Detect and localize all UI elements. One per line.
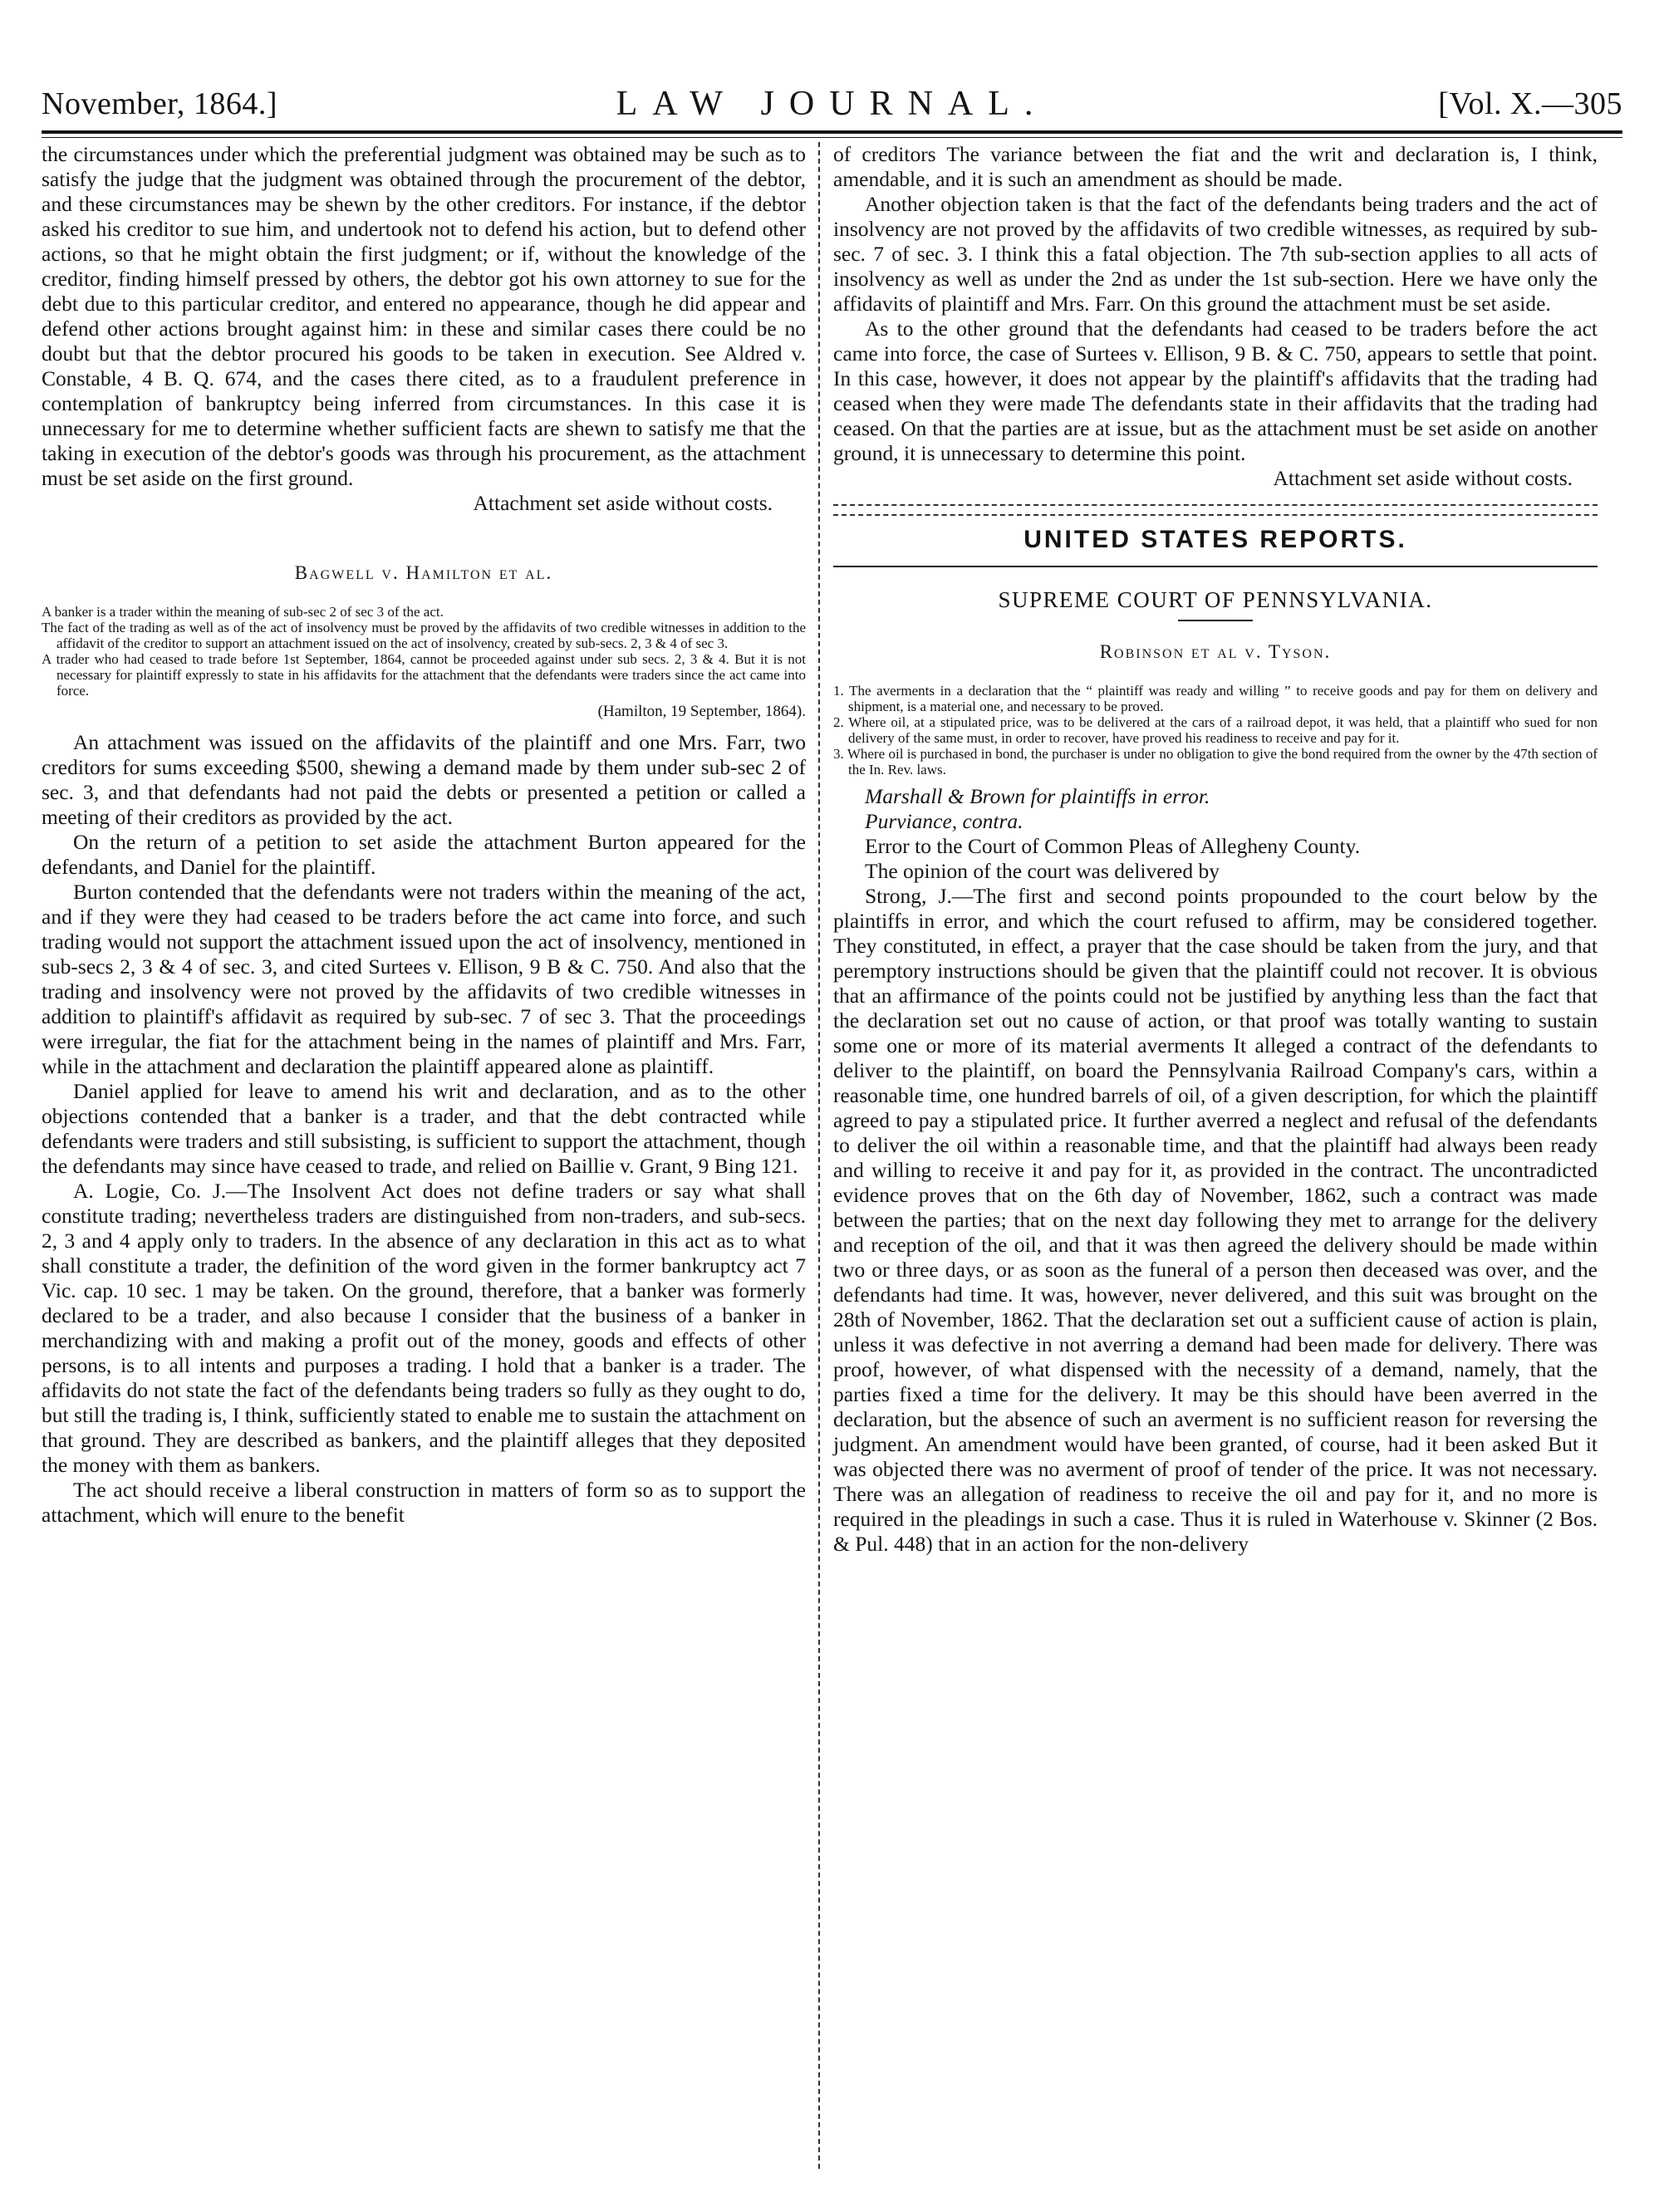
section-title: UNITED STATES REPORTS. bbox=[1023, 526, 1407, 553]
headnote: A banker is a trader within the meaning of sub-sec 2 of sec 3 of the act. bbox=[42, 604, 444, 620]
header-rule bbox=[42, 130, 1622, 138]
opinion-paragraph: Strong, J.—The first and second points propounded to the court below by the plaintiffs in error, and which the court refused to affirm, may be considered together. They constituted, in effect, a prayer that the case should be taken from the jury, and that peremptory instructions should be given that the plaintiff could not recover. It is obvious that an affirmance of the points could not be justified by anything less than the fact that the declaration set out no cause of action, or that proof was totally wanting to sustain some one or more of its material averments It alleged a contract of the defendants to deliver to the plaintiff, on board the Pennsylvania Railroad Company's cars, within a reasonable time, one hundred barrels of oil, of a given description, for which the plaintiff agreed to pay a stipulated price. It further averred a neglect and refusal of the defendants to deliver the oil within a reasonable time, and that the plaintiff had always been ready and willing to receive it and pay for it, as provided in the contract. The uncontradicted evidence proves that on the 6th day of November, 1862, such a contract was made between the parties; that on the next day following they met to arrange for the delivery and reception of the oil, and that it was then agreed the delivery should be made within two or three days, or as soon as the funeral of a person then deceased was over, and the defendants had time. It was, however, never delivered, and this suit was brought on the 28th of November, 1862. That the declaration set out a sufficient cause of action is plain, unless it was defective in not averring a demand had been made for delivery. There was proof, however, of what dispensed with the necessity of a demand, namely, that the parties fixed a time for the delivery. It may be this should have been averred in the declaration, but the absence of such an averment is no sufficient reason for reversing the judgment. An amendment would have been granted, of course, had it been asked But it was objected there was no averment of proof of tender of the price. It was not necessary. There was an allegation of readiness to receive the oil and pay for it, and no more is required in the pleadings in such a case. Thus it is ruled in Waterhouse v. Skinner (2 Bos. & Pul. 448) that in an action for the non-delivery bbox=[833, 884, 1598, 1556]
body-paragraph: An attachment was issued on the affidavits of the plaintiff and one Mrs. Farr, two creditors for sums exceeding $500, shewing a demand made by them under sub-sec 2 of sec. 3, and that defendants had not paid the debts or presented a petition or called a meeting of their creditors as provided by the act. bbox=[42, 730, 806, 829]
ruling-line: Attachment set aside without costs. bbox=[473, 491, 773, 515]
journal-title: LAW JOURNAL. bbox=[616, 85, 1048, 123]
body-paragraph: Another objection taken is that the fact of the defendants being traders and the act of insolvency are not proved by the affidavits of two credible witnesses, as required by sub-sec. 7 of sec. 3. I think this a fatal objection. The 7th sub-section applies to all acts of insolvency as well as under the 2nd as under the 1st sub-section. Here we have only the affidavits of plaintiff and Mrs. Farr. On this ground the attachment must be set aside. bbox=[833, 192, 1598, 316]
column-divider bbox=[818, 142, 820, 2169]
body-paragraph: The act should receive a liberal construction in matters of form so as to support the attachment, which will enure to the benefit bbox=[42, 1478, 806, 1527]
journal-page bbox=[42, 79, 1622, 1556]
headnote: 2. Where oil, at a stipulated price, was to be delivered at the cars of a railroad depot, it was held, that a plaintiff who sued for non delivery of the same must, in order to recover, have proved his readiness to receive and pay for it. bbox=[833, 714, 1598, 746]
procedural-line: The opinion of the court was delivered by bbox=[865, 859, 1220, 883]
body-paragraph: As to the other ground that the defendants had ceased to be traders before the act came into force, the case of Surtees v. Ellison, 9 B. & C. 750, appears to settle that point. In this case, however, it does not appear by the plaintiff's affidavits that the trading had ceased when they were made The defendants state in their affidavits that the trading had ceased. On that the parties are at issue, but as the attachment must be set aside on another ground, it is unnecessary to determine this point. bbox=[833, 316, 1598, 465]
court-title: SUPREME COURT OF PENNSYLVANIA. bbox=[998, 587, 1433, 612]
headnote: A trader who had ceased to trade before 1st September, 1864, cannot be proceeded against under sub secs. 2, 3 & 4. But it is not necessary for plaintiff expressly to state in his affidavits for the attachment that the defendants were traders since the act came into force. bbox=[42, 651, 806, 699]
left-column bbox=[42, 142, 806, 1528]
right-column bbox=[833, 142, 1598, 1557]
headnote: 1. The averments in a declaration that the “ plaintiff was ready and willing ” to receive goods and pay for them on delivery and shipment, is a material one, and necessary to be proved. bbox=[833, 683, 1598, 714]
counsel-plaintiffs: Marshall & Brown for plaintiffs in error. bbox=[865, 784, 1210, 808]
counsel-line bbox=[833, 784, 1598, 809]
body-paragraph: On the return of a petition to set aside the attachment Burton appeared for the defendants, and Daniel for the plaintiff. bbox=[42, 830, 806, 879]
body-paragraph: Daniel applied for leave to amend his writ and declaration, and as to the other objections contended that a banker is a trader, and that the debt contracted while defendants were traders and still subsisting, is sufficient to support the attachment, though the defendants may since have ceased to trade, and relied on Baillie v. Grant, 9 Bing 121. bbox=[42, 1079, 806, 1178]
header-volume-page: [Vol. X.—305 bbox=[1438, 86, 1622, 121]
headnote: 3. Where oil is purchased in bond, the purchaser is under no obligation to give the bond required from the owner by the 47th section of the In. Rev. laws. bbox=[833, 746, 1598, 777]
running-header bbox=[42, 79, 1622, 129]
case-court-date: (Hamilton, 19 September, 1864). bbox=[597, 703, 806, 720]
ruling-line: Attachment set aside without costs. bbox=[1273, 466, 1573, 490]
body-paragraph: of creditors The variance between the fiat and the writ and declaration is, I think, amendable, and it is such an amendment as should be made. bbox=[833, 142, 1598, 191]
counsel-defendants: Purviance, contra. bbox=[865, 809, 1023, 833]
body-paragraph: A. Logie, Co. J.—The Insolvent Act does not define traders or say what shall constitute trading; nevertheless traders are distinguished from non-traders, and sub-secs. 2, 3 and 4 apply only to traders. In the absence of any declaration in this act as to what shall constitute a trader, the definition of the word given in the former bankruptcy act 7 Vic. cap. 10 sec. 1 may be taken. On the ground, therefore, that a banker was formerly declared to be a trader, and also because I consider that the business of a banker in merchandizing with and making a profit out of the money, goods and effects of other persons, is to all intents and purposes a trading. I hold that a banker is a trader. The affidavits do not state the fact of the defendants being traders so fully as they ought to do, but still the trading is, I think, sufficiently stated to enable me to sustain the attachment on that ground. They are described as bankers, and the plaintiff alleges that they deposited the money with them as bankers. bbox=[42, 1179, 806, 1477]
counsel-line bbox=[833, 809, 1598, 834]
short-rule bbox=[1178, 620, 1253, 621]
case-title: Robinson et al v. Tyson. bbox=[1099, 641, 1332, 662]
continued-paragraph: the circumstances under which the preferential judgment was obtained may be such as to satisfy the judge that the judgment was obtained through the procurement of the debtor, and these circumstances may be shewn by the other creditors. For instance, if the debtor asked his creditor to sue him, and undertook not to defend his action, but to defend other actions, so that he might obtain the first judgment; or if, without the knowledge of the creditor, finding himself pressed by others, the debtor got his own attorney to sue for the debt due to this particular creditor, and entered no appearance, though he did appear and defend other actions brought against him: in these and similar cases there could be no doubt but that the debtor procured his goods to be taken in execution. See Aldred v. Constable, 4 B. Q. 674, and the cases there cited, as to a fraudulent preference in contemplation of bankruptcy being inferred from circumstances. In this case it is unnecessary for me to determine whether sufficient facts are shewn to satisfy me that the taking in execution of the debtor's goods was through his procurement, as the attachment must be set aside on the first ground. bbox=[42, 142, 806, 490]
section-separator bbox=[833, 504, 1598, 516]
header-date: November, 1864.] bbox=[42, 86, 278, 121]
headnote: The fact of the trading as well as of the act of insolvency must be proved by the affidavits of two credible witnesses in addition to the affidavit of the creditor to support an attachment issued on the act of insolvency, created by sub-secs. 2, 3 & 4 of sec 3. bbox=[42, 620, 806, 651]
section-rule bbox=[833, 566, 1598, 567]
body-paragraph: Burton contended that the defendants were not traders within the meaning of the act, and if they were they had ceased to be traders before the act came into force, and such trading would not support the attachment issued upon the act of insolvency, mentioned in sub-secs 2, 3 & 4 of sec. 3, and cited Surtees v. Ellison, 9 B & C. 750. And also that the trading and insolvency were not proved by the affidavits of two credible witnesses in addition to plaintiff's affidavit as required by sub-sec. 7 of sec 3. That the proceedings were irregular, the fiat for the attachment being in the names of plaintiff and Mrs. Farr, while in the attachment and declaration the plaintiff appeared alone as plaintiff. bbox=[42, 880, 806, 1078]
case-title: Bagwell v. Hamilton et al. bbox=[294, 562, 553, 583]
procedural-line: Error to the Court of Common Pleas of Allegheny County. bbox=[865, 834, 1361, 858]
